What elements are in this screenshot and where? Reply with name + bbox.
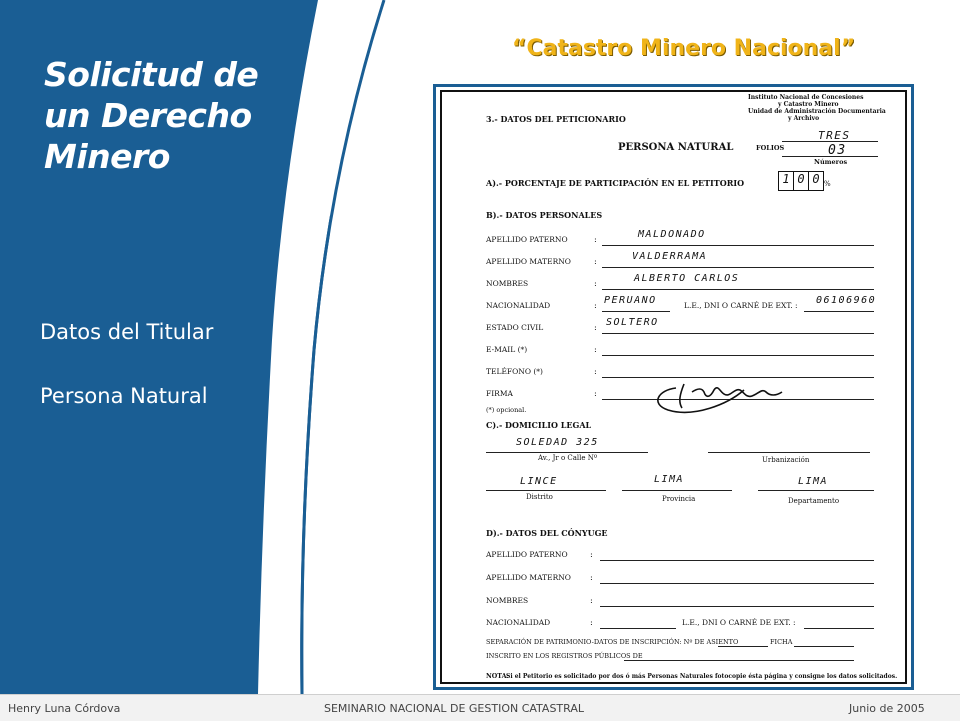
colon: :	[590, 573, 593, 583]
inscrito-text: INSCRITO EN LOS REGISTROS PÚBLICOS DE	[486, 652, 643, 660]
pct-digit-2: 0	[794, 172, 809, 190]
field-value-estado-civil: SOLTERO	[606, 317, 659, 328]
spouse-label-apellido-paterno: APELLIDO PATERNO	[486, 550, 568, 559]
colon: :	[590, 618, 593, 628]
colon: :	[594, 345, 597, 355]
address-label: Av., Jr o Calle Nº	[538, 454, 598, 462]
colon: :	[594, 301, 597, 311]
ficha-line	[794, 646, 854, 647]
field-value-nacionalidad: PERUANO	[604, 295, 657, 306]
pct-sign: %	[824, 180, 831, 188]
address-value: SOLEDAD 325	[516, 437, 599, 448]
folios-words: TRES	[818, 129, 851, 142]
spouse-label-apellido-materno: APELLIDO MATERNO	[486, 573, 571, 582]
departamento-line	[758, 490, 874, 491]
persona-natural-label: PERSONA NATURAL	[618, 142, 734, 153]
spouse-line	[600, 560, 874, 561]
le-dni-label: L.E., DNI O CARNÉ DE EXT. :	[684, 301, 798, 310]
address-line	[486, 452, 648, 453]
provincia-value: LIMA	[654, 474, 685, 485]
field-value-nombres: ALBERTO CARLOS	[634, 273, 740, 284]
field-label-apellido-paterno: APELLIDO PATERNO	[486, 235, 568, 244]
field-label-nombres: NOMBRES	[486, 279, 529, 288]
distrito-value: LINCE	[520, 476, 558, 487]
nota-label: NOTA:	[486, 673, 509, 680]
section-d-heading: D).- DATOS DEL CÓNYUGE	[486, 528, 608, 538]
colon: :	[594, 389, 597, 399]
folios-label: FOLIOS	[756, 144, 785, 152]
spouse-line	[804, 628, 874, 629]
spouse-line	[600, 628, 676, 629]
footer-date: Junio de 2005	[849, 702, 925, 715]
numeros-label: Números	[814, 158, 848, 166]
pct-digit-1: 1	[779, 172, 794, 190]
scanned-form	[433, 84, 914, 690]
stamp-line-4: y Archivo	[788, 115, 820, 122]
title-line-1: Solicitud de	[44, 55, 259, 94]
field-label-apellido-materno: APELLIDO MATERNO	[486, 257, 571, 266]
colon: :	[594, 279, 597, 289]
field-label-firma: FIRMA	[486, 389, 513, 398]
section-3-heading: 3.- DATOS DEL PETICIONARIO	[486, 114, 626, 124]
field-label-email: E-MAIL (*)	[486, 345, 528, 354]
colon: :	[594, 235, 597, 245]
title-line-2: un Derecho	[44, 96, 252, 135]
field-value-apellido-paterno: MALDONADO	[638, 229, 706, 240]
ficha-label: FICHA	[770, 638, 793, 646]
asiento-line	[718, 646, 768, 647]
footer-bar	[0, 694, 960, 721]
field-line	[602, 267, 874, 268]
folios-line-1	[782, 141, 878, 142]
urbanizacion-line	[708, 452, 870, 453]
section-a-heading: A).- PORCENTAJE DE PARTICIPACIÓN EN EL PETITORIO	[486, 178, 745, 188]
field-line	[602, 355, 874, 356]
stamp-line-2: y Catastro Minero	[778, 101, 839, 108]
footer-event: SEMINARIO NACIONAL DE GESTION CATASTRAL	[324, 702, 584, 715]
section-b-heading: B).- DATOS PERSONALES	[486, 210, 603, 220]
slide-title	[44, 54, 284, 177]
pct-digit-3: 0	[812, 172, 820, 186]
nota-text: Si el Petitorio es solicitado por dos ó más Personas Naturales fotocopie ésta página y consigne los datos solicitados.	[506, 673, 898, 680]
colon: :	[590, 550, 593, 560]
signature-image	[648, 374, 798, 420]
inscrito-line	[624, 660, 854, 661]
separacion-text: SEPARACIÓN DE PATRIMONIO-DATOS DE INSCRIPCIÓN: Nº DE ASIENTO	[486, 638, 739, 646]
colon: :	[594, 257, 597, 267]
footer-author: Henry Luna Córdova	[8, 702, 121, 715]
field-line	[602, 311, 670, 312]
colon: :	[594, 367, 597, 377]
field-line	[804, 311, 874, 312]
title-line-3: Minero	[44, 137, 170, 176]
field-value-apellido-materno: VALDERRAMA	[632, 251, 708, 262]
section-c-heading: C).- DOMICILIO LEGAL	[486, 420, 592, 430]
field-label-estado-civil: ESTADO CIVIL	[486, 323, 544, 332]
urbanizacion-label: Urbanización	[762, 456, 810, 464]
departamento-value: LIMA	[798, 476, 829, 487]
stamp-line-3: Unidad de Administración Documentaria	[748, 108, 886, 115]
provincia-line	[622, 490, 732, 491]
distrito-label: Distrito	[526, 493, 553, 501]
folios-line-2	[782, 156, 878, 157]
subtitle-persona: Persona Natural	[40, 384, 208, 408]
colon: :	[590, 596, 593, 606]
provincia-label: Provincia	[662, 495, 696, 503]
spouse-label-nacionalidad: NACIONALIDAD	[486, 618, 551, 627]
distrito-line	[486, 490, 606, 491]
colon: :	[594, 323, 597, 333]
header-title: “Catastro Minero Nacional”	[512, 36, 856, 61]
spouse-line	[600, 583, 874, 584]
subtitle-titular: Datos del Titular	[40, 320, 214, 344]
percentage-box	[778, 171, 824, 191]
le-dni-value: 06106960	[816, 295, 877, 306]
field-line	[602, 289, 874, 290]
spouse-line	[600, 606, 874, 607]
field-label-nacionalidad: NACIONALIDAD	[486, 301, 551, 310]
spouse-le-label: L.E., DNI O CARNÉ DE EXT. :	[682, 618, 796, 627]
opcional-note: (*) opcional.	[486, 406, 527, 414]
departamento-label: Departamento	[788, 497, 840, 505]
field-label-telefono: TELÉFONO (*)	[486, 367, 543, 376]
field-line	[602, 245, 874, 246]
spouse-label-nombres: NOMBRES	[486, 596, 529, 605]
folios-number: 03	[828, 143, 847, 158]
field-line	[602, 333, 874, 334]
stamp-line-1: Instituto Nacional de Concesiones	[748, 94, 864, 101]
form-page	[440, 90, 907, 684]
